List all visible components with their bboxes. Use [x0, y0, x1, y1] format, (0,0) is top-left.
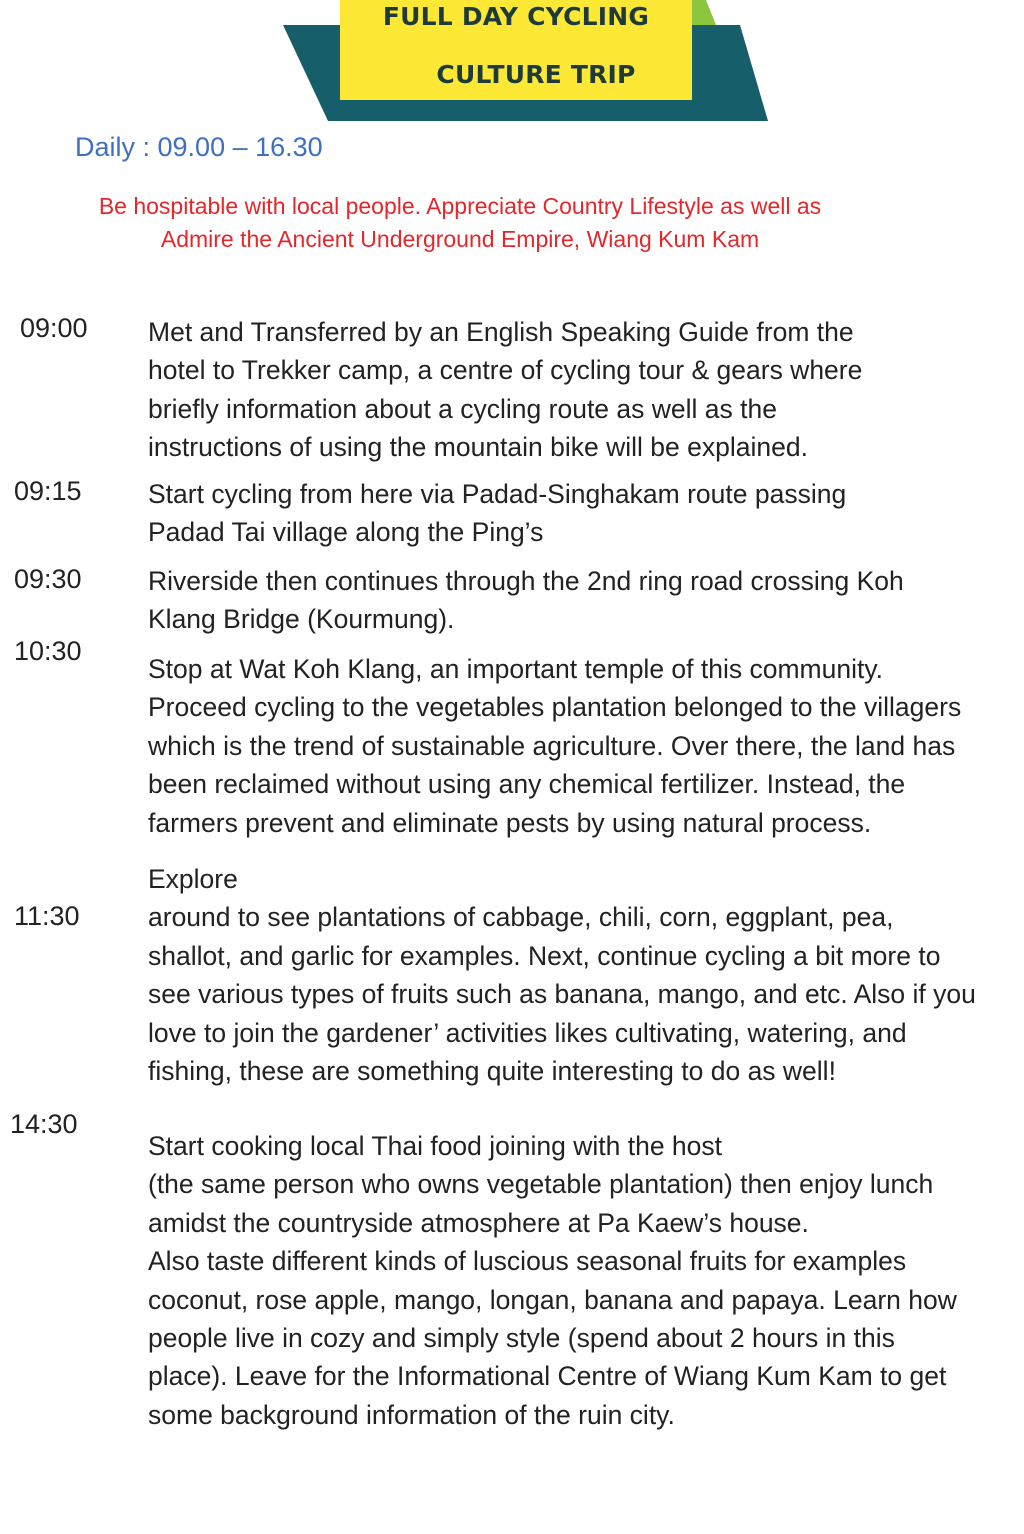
time-0930: 09:30 [14, 564, 82, 594]
entry-line: shallot, and garlic for examples. Next, continue cycling a bit more to [148, 940, 941, 971]
time-1030: 10:30 [14, 636, 82, 666]
entry-line: Proceed cycling to the vegetables plantation belonged to the villagers [148, 692, 962, 723]
time-0915: 09:15 [14, 476, 82, 506]
entry-line: Start cooking local Thai food joining with the host [148, 1131, 723, 1161]
entry-line: around to see plantations of cabbage, chili, corn, eggplant, pea, [148, 902, 894, 933]
title-banner [0, 0, 1024, 130]
entry-line: people live in cozy and simply style (spend about 2 hours in this [148, 1323, 895, 1354]
tagline-line1: Be hospitable with local people. Appreciate Country Lifestyle as well as [98, 193, 822, 219]
entry-line: Also taste different kinds of luscious seasonal fruits for examples [148, 1246, 907, 1277]
entry-line: instructions of using the mountain bike will be explained. [148, 432, 808, 463]
banner-green-accent [690, 0, 716, 25]
time-1430: 14:30 [10, 1109, 78, 1139]
entry-line: briefly information about a cycling route as well as the [148, 393, 777, 424]
banner-title-line2: CULTURE TRIP [436, 60, 636, 89]
entry-line: farmers prevent and eliminate pests by using natural process. [148, 807, 872, 838]
daily-schedule: Daily : 09.00 – 16.30 [75, 132, 323, 162]
entry-line: love to join the gardener’ activities likes cultivating, watering, and [148, 1017, 907, 1048]
time-1130: 11:30 [14, 901, 80, 931]
entry-line: (the same person who owns vegetable plantation) then enjoy lunch [148, 1169, 934, 1200]
entry-line: fishing, these are something quite interesting to do as well! [148, 1056, 836, 1087]
entry-line: Explore [148, 864, 238, 894]
itinerary-entry-1430 [148, 1127, 1010, 1434]
entry-line: amidst the countryside atmosphere at Pa Kaew’s house. [148, 1207, 809, 1238]
itinerary-entry-0930 [148, 562, 1010, 639]
itinerary-entry-1030 [148, 650, 1010, 842]
entry-line: some background information of the ruin city. [148, 1399, 675, 1430]
entry-line: been reclaimed without using any chemical fertilizer. Instead, the [148, 769, 906, 800]
entry-line: Met and Transferred by an English Speaking Guide from the [148, 317, 854, 347]
time-0900: 09:00 [20, 313, 88, 343]
entry-line: Padad Tai village along the Ping’s [148, 517, 544, 548]
itinerary-entry-0900 [148, 313, 1010, 467]
tagline-line2: Admire the Ancient Underground Empire, Wiang Kum Kam [160, 226, 760, 252]
entry-line: Stop at Wat Koh Klang, an important temple of this community. [148, 654, 883, 684]
entry-line: which is the trend of sustainable agriculture. Over there, the land has [148, 730, 956, 761]
tagline [40, 190, 880, 256]
entry-line: Start cycling from here via Padad-Singhakam route passing [148, 479, 847, 509]
entry-line: see various types of fruits such as banana, mango, and etc. Also if you [148, 979, 976, 1010]
banner-title-line1: FULL DAY CYCLING [382, 2, 650, 31]
entry-line: Klang Bridge (Kourmung). [148, 604, 455, 635]
entry-line: hotel to Trekker camp, a centre of cycling tour & gears where [148, 355, 863, 386]
itinerary-entry-1130 [148, 860, 1010, 1090]
entry-line: place). Leave for the Informational Centre of Wiang Kum Kam to get [148, 1361, 947, 1392]
itinerary-entry-0915 [148, 475, 1010, 552]
entry-line: Riverside then continues through the 2nd ring road crossing Koh [148, 566, 904, 596]
entry-line: coconut, rose apple, mango, longan, banana and papaya. Learn how [148, 1284, 957, 1315]
